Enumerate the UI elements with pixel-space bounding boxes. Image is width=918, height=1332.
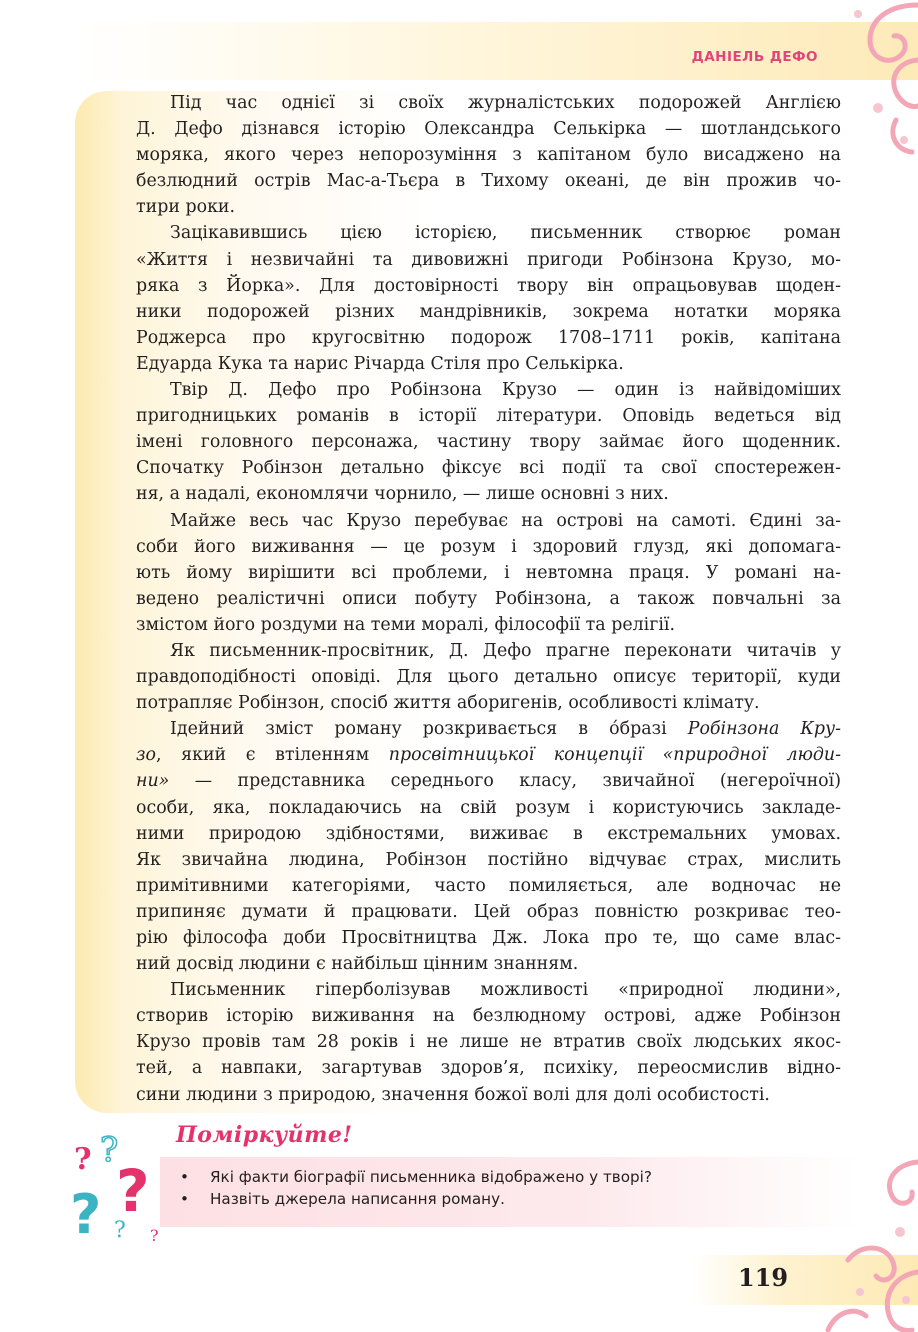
- text-line: Як звичайна людина, Робінзон постійно відчуває страх, мислить: [136, 849, 841, 870]
- text-line: Під час однієї зі своїх журналістських подорожей Англією: [170, 93, 841, 113]
- text-line: тири роки.: [136, 197, 236, 218]
- text-line: правдоподібності оповіді. Для цього детально описує території, куди: [136, 667, 841, 688]
- think-heading: Поміркуйте!: [176, 1122, 353, 1148]
- text-run: — представника середнього класу, звичайної (негероїчної): [169, 771, 841, 792]
- text-line: Спочатку Робінзон детально фіксує всі події та свої спостережен-: [136, 458, 841, 479]
- svg-text:?: ?: [70, 1183, 102, 1245]
- emphasis-text: зо: [136, 745, 156, 766]
- text-line: безлюдний острів Мас-а-Тьєра в Тихому океані, де він прожив чо-: [136, 171, 841, 192]
- text-line: особи, яка, покладаючись на свій розум і користуючись закладе-: [136, 797, 841, 818]
- list-item-text: Назвіть джерела написання роману.: [210, 1190, 505, 1208]
- text-line: змістом його роздуми на теми моралі, філософії та релігії.: [136, 614, 675, 635]
- text-line: Роджерса про кругосвітню подорож 1708–1711 років, капітана: [136, 327, 841, 348]
- list-item: [180, 1188, 652, 1210]
- think-list: [180, 1166, 652, 1210]
- text-line: Письменник гіперболізував можливості «природної людини»,: [170, 980, 841, 1001]
- text-line: сини людини з природою, значення божої волі для долі особистості.: [136, 1084, 770, 1105]
- text-line: імені головного персонажа, частину твору займає його щоденник.: [136, 432, 841, 453]
- text-line: Д. Дефо дізнався історію Олександра Селькірка — шотландського: [136, 119, 841, 140]
- svg-text:?: ?: [100, 1130, 119, 1170]
- text-line: ведено реалістичні описи побуту Робінзона, а також повчальні за: [136, 588, 841, 609]
- text-line: ряка з Йорка». Для достовірності твору він опрацьовував щоден-: [136, 275, 841, 296]
- text-line: Як письменник-просвітник, Д. Дефо прагне переконати читачів у: [170, 640, 841, 661]
- svg-text:?: ?: [116, 1157, 150, 1225]
- text-line: Едуарда Кука та нарис Річарда Стіля про Селькірка.: [136, 353, 624, 374]
- paragraph-3: [136, 377, 841, 507]
- text-line: припиняє думати й працювати. Цей образ повністю розкриває тео-: [136, 901, 841, 922]
- emphasis-text: просвітницької концепції «природної люди-: [388, 745, 841, 766]
- running-header: ДАНІЕЛЬ ДЕФО: [691, 49, 818, 65]
- paragraph-1: [136, 90, 841, 220]
- paragraph-5: [136, 638, 841, 716]
- paragraph-2: [136, 220, 841, 377]
- text-run: Ідейний зміст роману розкривається в о́бразі: [170, 719, 688, 740]
- ornament-bottom-right: [788, 1152, 918, 1332]
- article-body: [136, 90, 841, 1108]
- svg-text:?: ?: [150, 1226, 159, 1245]
- svg-text:?: ?: [114, 1218, 126, 1243]
- text-line: [136, 716, 841, 742]
- text-line: ня, а надалі, економлячи чорнило, — лише основні з них.: [136, 484, 669, 505]
- emphasis-text: ни»: [136, 771, 170, 792]
- text-line: тей, а навпаки, загартував здоров’я, психіку, переосмислив відно-: [136, 1058, 841, 1079]
- text-line: «Життя і незвичайні та дивовижні пригоди Робінзона Крузо, мо-: [136, 249, 841, 270]
- paragraph-4: [136, 508, 841, 638]
- list-item-text: Які факти біографії письменника відображено у творі?: [210, 1168, 652, 1186]
- text-line: ний досвід людини є найбільш цінним знанням.: [136, 954, 579, 975]
- text-line: [136, 768, 841, 794]
- bullet-icon: •: [180, 1190, 189, 1208]
- text-line: потрапляє Робінзон, спосіб життя аборигенів, особливості клімату.: [136, 693, 760, 714]
- text-line: примітивними категоріями, часто помиляється, але водночас не: [136, 875, 841, 896]
- emphasis-text: Робінзона Кру-: [687, 719, 841, 740]
- text-line: Крузо провів там 28 років і не лише не втратив своїх людських якос-: [136, 1032, 841, 1053]
- svg-text:?: ?: [74, 1142, 92, 1177]
- bullet-icon: •: [180, 1168, 189, 1186]
- text-run: , який є втіленням: [155, 745, 389, 766]
- text-line: Майже весь час Крузо перебуває на острові на самоті. Єдині за-: [170, 510, 841, 531]
- text-line: Твір Д. Дефо про Робінзона Крузо — один із найвідоміших: [170, 380, 841, 401]
- page-number: 119: [738, 1263, 789, 1292]
- text-line: ними природою здібностями, виживає в екстремальних умовах.: [136, 823, 841, 844]
- paragraph-7: [136, 977, 841, 1107]
- text-line: соби його виживання — це розум і здоровий глузд, які допомага-: [136, 536, 841, 557]
- text-line: ники подорожей різних мандрівників, зокрема нотатки моряка: [136, 301, 841, 322]
- text-line: Зацікавившись цією історією, письменник створює роман: [170, 223, 841, 244]
- text-line: створив історію виживання на безлюдному острові, адже Робінзон: [136, 1006, 841, 1027]
- paragraph-6: [136, 716, 841, 977]
- text-line: моряка, якого через непорозуміння з капітаном було висаджено на: [136, 145, 841, 166]
- text-line: пригодницьких романів в історії літератури. Оповідь ведеться від: [136, 406, 841, 427]
- list-item: [180, 1166, 652, 1188]
- text-line: рію філософа доби Просвітництва Дж. Лока про те, що саме влас-: [136, 928, 841, 948]
- text-line: ють йому вирішити всі проблеми, і невтомна праця. У романі на-: [136, 562, 841, 583]
- text-line: [136, 742, 841, 768]
- question-marks-icon: [70, 1125, 170, 1245]
